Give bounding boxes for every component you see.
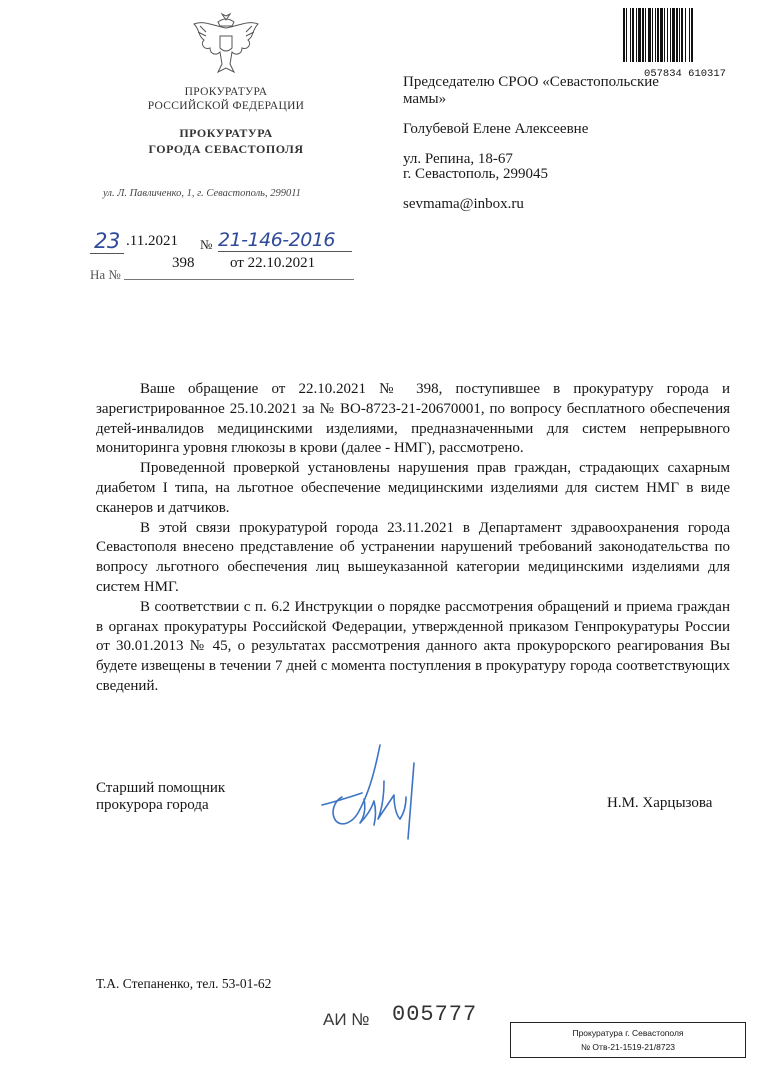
recipient-title-line2: мамы»: [403, 91, 447, 107]
body-paragraph: Ваше обращение от 22.10.2021 № 398, поступившее в прокуратуру города и зарегистрированное 25.10.2021 за № ВО-8723-21-20670001, по вопросу бесплатного обеспечения детей-инвалидов медицинскими изделиями, предназначенными для систем непрерывного мониторинга уровня глюкозы в крови (далее - НМГ), рассмотрено.: [96, 381, 730, 457]
barcode-bar: [660, 8, 663, 62]
barcode-bar: [676, 8, 678, 62]
barcode-bar: [632, 8, 634, 62]
barcode-bar: [689, 8, 690, 62]
outgoing-number-handwritten: 21-146-2016: [218, 229, 352, 252]
barcode-bar: [623, 8, 625, 62]
barcode-bar: [636, 8, 637, 62]
handwritten-signature: [318, 735, 428, 847]
body-paragraph: В этой связи прокуратурой города 23.11.2021 в Департамент здравоохранения города Севастополя внесено представление об устранении нарушений требований законодательства по вопросу льготного обеспечения лиц вышеуказанной категории медицинскими изделиями для систем НМГ.: [96, 519, 730, 595]
barcode-bar: [670, 8, 671, 62]
date-rest: .11.2021: [126, 233, 178, 249]
number-label: №: [200, 237, 213, 252]
barcode-bar: [681, 8, 683, 62]
reply-date: от 22.10.2021: [230, 255, 316, 271]
signer-title-line2: прокурора города: [96, 797, 209, 813]
recipient-street: ул. Репина, 18-67: [403, 151, 513, 167]
barcode-bar: [648, 8, 651, 62]
reply-reference: [90, 255, 354, 281]
barcode-bar: [667, 8, 668, 62]
letter-body: [96, 380, 730, 697]
ai-number: 005777: [392, 1002, 478, 1027]
signer-name: Н.М. Харцызова: [607, 795, 713, 811]
body-paragraph: В соответствии с п. 6.2 Инструкции о порядке рассмотрения обращений и приема граждан в органах прокуратуры Российской Федерации, утвержденной приказом Генпрокуратуры России от 30.01.2013 № 45, о результатах рассмотрения данного акта прокурорского реагирования Вы будете извещены в течении 7 дней с момента поступления в прокуратуру города соответствующих сведений.: [96, 598, 730, 694]
dept-name-line2: ГОРОДА СЕВАСТОПОЛЯ: [148, 142, 304, 156]
barcode-bar: [679, 8, 680, 62]
barcode-bar: [638, 8, 641, 62]
barcode-bar: [664, 8, 665, 62]
recipient-city: г. Севастополь, 299045: [403, 166, 549, 182]
recipient-title-line1: Председателю СРОО «Севастопольские: [403, 74, 659, 90]
sender-address: ул. Л. Павличенко, 1, г. Севастополь, 299011: [103, 188, 301, 199]
barcode: [621, 8, 749, 78]
org-name-line2: РОССИЙСКОЙ ФЕДЕРАЦИИ: [147, 100, 305, 112]
outgoing-date-number: [90, 229, 352, 253]
executor-contact: Т.А. Степаненко, тел. 53-01-62: [96, 976, 272, 991]
barcode-bar: [630, 8, 631, 62]
barcode-bar: [626, 8, 627, 62]
reference-underline: [124, 279, 354, 280]
coat-of-arms-icon: [188, 12, 264, 78]
registration-stamp: [510, 1022, 746, 1058]
barcode-bar: [685, 8, 686, 62]
barcode-bar: [655, 8, 656, 62]
recipient-email: sevmama@inbox.ru: [403, 196, 524, 212]
ai-label: АИ №: [323, 1010, 370, 1029]
signer-title-line1: Старший помощник: [96, 780, 226, 796]
signer-title: [96, 780, 225, 814]
barcode-bar: [652, 8, 653, 62]
stamp-line2: № Отв-21-1519-21/8723: [580, 1042, 676, 1052]
org-name-line1: ПРОКУРАТУРА: [184, 86, 268, 98]
dept-name-line1: ПРОКУРАТУРА: [179, 126, 273, 140]
barcode-bar: [691, 8, 693, 62]
barcode-number: 057834 610317: [644, 68, 726, 80]
on-number-label: На №: [90, 267, 121, 282]
date-day-handwritten: 23: [90, 229, 124, 254]
barcode-bar: [657, 8, 659, 62]
barcode-bars: [621, 8, 749, 62]
barcode-bar: [645, 8, 646, 62]
reply-number: 398: [172, 255, 195, 271]
barcode-bar: [672, 8, 675, 62]
recipient-name: Голубевой Елене Алексеевне: [403, 121, 589, 137]
body-paragraph: Проведенной проверкой установлены нарушения прав граждан, страдающих сахарным диабетом I типа, на льготное обеспечение медицинскими изделиями для систем НМГ в виде сканеров и датчиков.: [96, 460, 730, 516]
barcode-bar: [642, 8, 644, 62]
stamp-line1: Прокуратура г. Севастополя: [572, 1028, 684, 1038]
